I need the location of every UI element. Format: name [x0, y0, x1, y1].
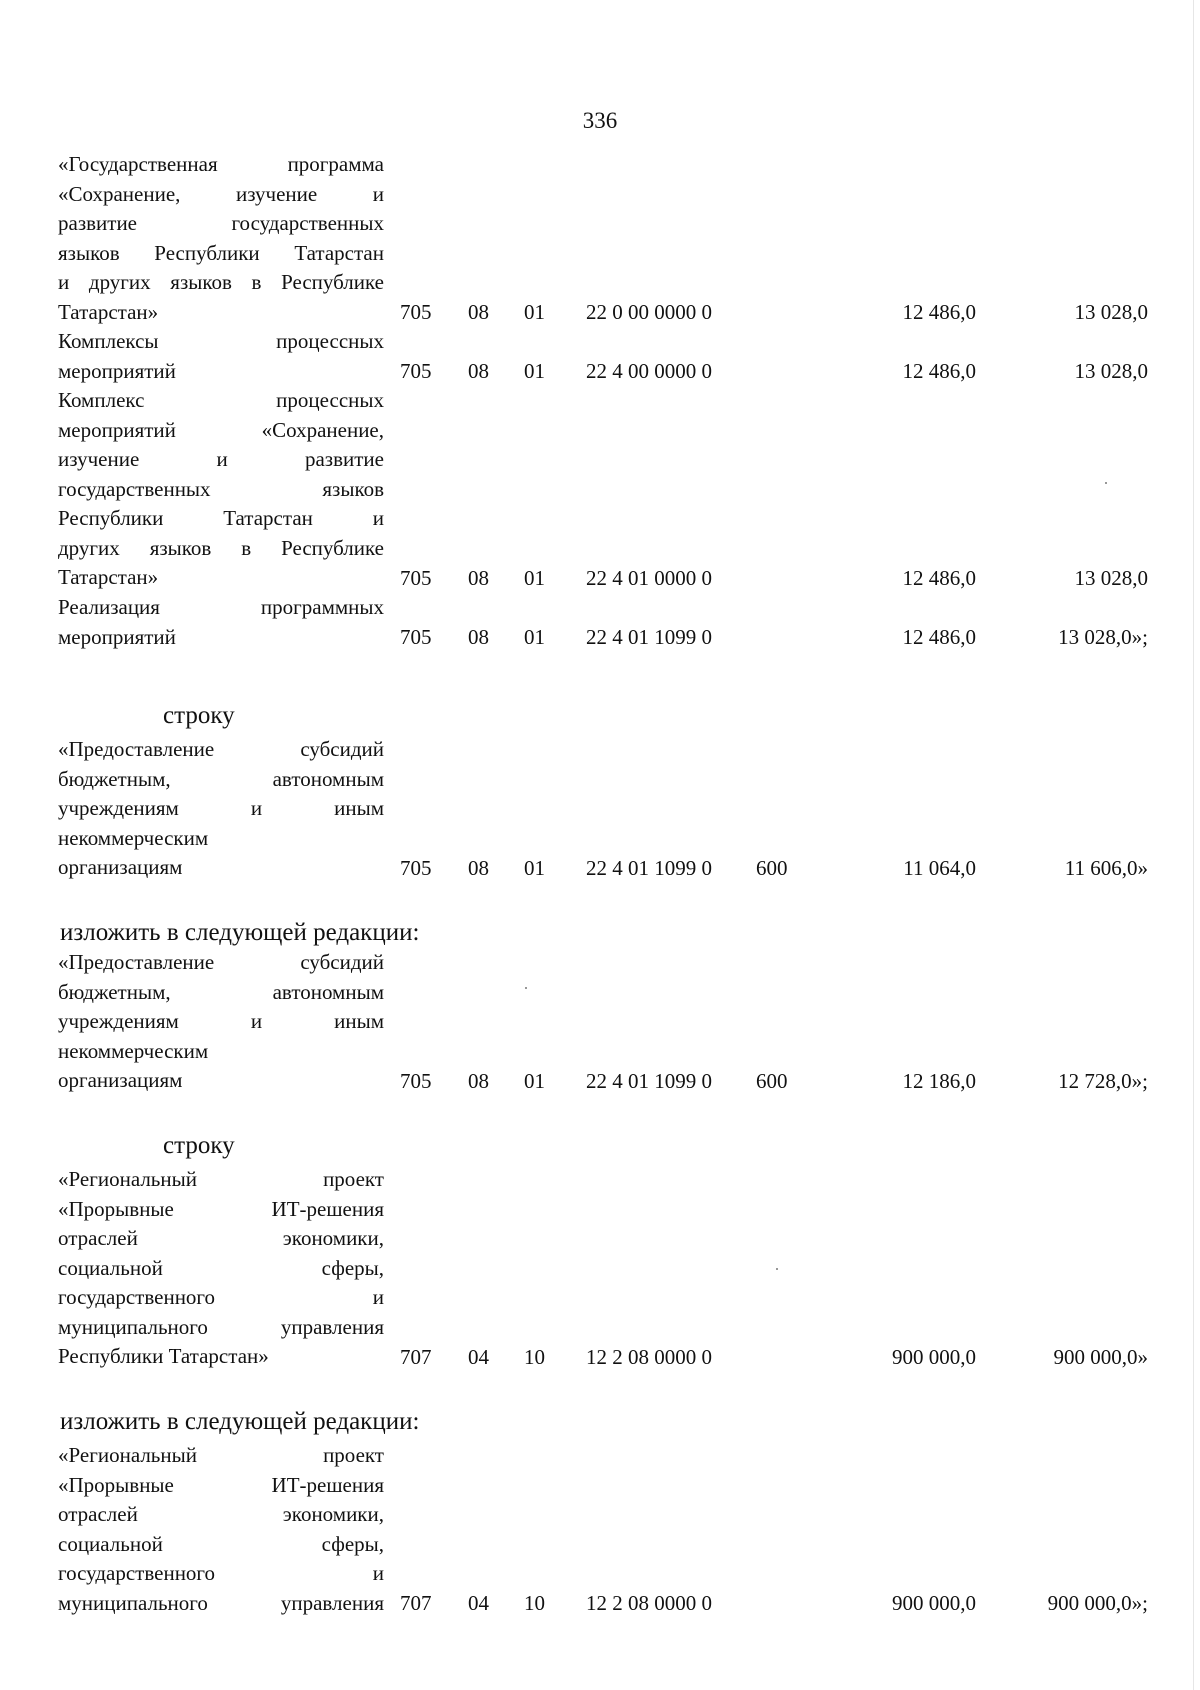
instruction-replace-label: изложить в следующей редакции: — [60, 919, 420, 946]
instruction-row-label: строку — [163, 702, 235, 729]
subsection-code: 10 — [524, 1344, 545, 1369]
amount-year-2: 13 028,0 — [1074, 299, 1148, 324]
scan-speck — [1105, 482, 1107, 484]
description-line: «Прорывные ИТ-решения — [58, 1196, 384, 1221]
description-line: «Предоставление субсидий — [58, 737, 384, 761]
section-code: 08 — [468, 299, 489, 324]
ved-code: 707 — [400, 1344, 432, 1369]
row-description — [58, 948, 384, 1096]
table-row — [0, 150, 1200, 327]
subsection-code: 01 — [524, 855, 545, 880]
table-row — [0, 735, 1200, 883]
row-description — [58, 150, 384, 327]
table-row — [0, 1165, 1200, 1372]
description-line: «Предоставление субсидий — [58, 950, 384, 974]
description-line: Татарстан» — [58, 565, 159, 589]
description-line: социальной сферы, — [58, 1531, 384, 1556]
description-line: некоммерческим — [58, 825, 209, 850]
description-line: организациям — [58, 1068, 183, 1092]
description-line: «Сохранение, изучение и — [58, 181, 384, 206]
table-row — [0, 327, 1200, 386]
amount-year-1: 12 486,0 — [902, 565, 976, 590]
description-line: «Региональный проект — [58, 1167, 384, 1191]
table-row — [0, 593, 1200, 652]
target-article-code: 22 4 01 1099 0 — [586, 855, 712, 880]
instruction-row-label: строку — [163, 1132, 235, 1159]
description-line: учреждениям и иным — [58, 796, 384, 820]
description-line: мероприятий — [58, 624, 176, 649]
description-line: бюджетным, автономным — [58, 979, 384, 1004]
table-row — [0, 1441, 1200, 1618]
target-article-code: 12 2 08 0000 0 — [586, 1590, 712, 1615]
amount-year-1: 12 486,0 — [902, 299, 976, 324]
section-code: 04 — [468, 1590, 489, 1615]
amount-year-2: 11 606,0» — [1064, 855, 1148, 880]
description-line: государственного и — [58, 1561, 384, 1585]
description-line: «Государственная программа — [58, 152, 384, 176]
amount-year-2: 13 028,0»; — [1058, 624, 1148, 649]
target-article-code: 22 4 01 1099 0 — [586, 1068, 712, 1093]
amount-year-2: 13 028,0 — [1074, 358, 1148, 383]
description-line: «Прорывные ИТ-решения — [58, 1472, 384, 1497]
subsection-code: 01 — [524, 299, 545, 324]
table-row — [0, 386, 1200, 593]
amount-year-1: 12 186,0 — [902, 1068, 976, 1093]
description-line: государственного и — [58, 1285, 384, 1309]
description-line: языков Республики Татарстан — [58, 240, 384, 265]
section-code: 08 — [468, 855, 489, 880]
amount-year-2: 900 000,0»; — [1047, 1590, 1148, 1615]
target-article-code: 22 4 01 1099 0 — [586, 624, 712, 649]
description-line: отраслей экономики, — [58, 1226, 384, 1250]
expense-type-code: 600 — [756, 1068, 788, 1093]
row-description — [58, 593, 384, 652]
description-line: мероприятий — [58, 358, 176, 383]
subsection-code: 10 — [524, 1590, 545, 1615]
ved-code: 705 — [400, 565, 432, 590]
amount-year-1: 12 486,0 — [902, 358, 976, 383]
description-line: других языков в Республике — [58, 535, 384, 560]
subsection-code: 01 — [524, 565, 545, 590]
description-line: «Региональный проект — [58, 1443, 384, 1467]
page-number: 336 — [582, 108, 618, 133]
amount-year-2: 12 728,0»; — [1058, 1068, 1148, 1093]
page-edge — [1193, 0, 1194, 1690]
ved-code: 705 — [400, 855, 432, 880]
description-line: развитие государственных — [58, 211, 384, 235]
section-code: 04 — [468, 1344, 489, 1369]
scan-speck — [525, 987, 527, 989]
description-line: государственных языков — [58, 476, 384, 501]
ved-code: 705 — [400, 358, 432, 383]
amount-year-1: 11 064,0 — [903, 855, 976, 880]
amount-year-1: 900 000,0 — [892, 1590, 976, 1615]
description-line: Комплексы процессных — [58, 329, 384, 353]
amount-year-2: 13 028,0 — [1074, 565, 1148, 590]
row-description — [58, 735, 384, 883]
description-line: Реализация программных — [58, 595, 384, 619]
ved-code: 705 — [400, 299, 432, 324]
amount-year-1: 900 000,0 — [892, 1344, 976, 1369]
description-line: Татарстан» — [58, 299, 159, 324]
ved-code: 707 — [400, 1590, 432, 1615]
description-line: муниципального управления — [58, 1590, 384, 1615]
row-description — [58, 327, 384, 386]
subsection-code: 01 — [524, 1068, 545, 1093]
description-line: организациям — [58, 855, 183, 879]
ved-code: 705 — [400, 1068, 432, 1093]
section-code: 08 — [468, 1068, 489, 1093]
section-code: 08 — [468, 358, 489, 383]
expense-type-code: 600 — [756, 855, 788, 880]
target-article-code: 22 0 00 0000 0 — [586, 299, 712, 324]
description-line: изучение и развитие — [58, 447, 384, 471]
description-line: Комплекс процессных — [58, 388, 384, 412]
description-line: некоммерческим — [58, 1038, 209, 1063]
subsection-code: 01 — [524, 624, 545, 649]
description-line: учреждениям и иным — [58, 1009, 384, 1033]
description-line: и других языков в Республике — [58, 270, 384, 294]
target-article-code: 22 4 00 0000 0 — [586, 358, 712, 383]
description-line: социальной сферы, — [58, 1255, 384, 1280]
amount-year-1: 12 486,0 — [902, 624, 976, 649]
row-description — [58, 1441, 384, 1618]
amount-year-2: 900 000,0» — [1053, 1344, 1148, 1369]
target-article-code: 22 4 01 0000 0 — [586, 565, 712, 590]
instruction-replace-label: изложить в следующей редакции: — [60, 1408, 420, 1435]
description-line: мероприятий «Сохранение, — [58, 417, 384, 442]
scan-speck — [776, 1268, 778, 1270]
description-line: муниципального управления — [58, 1314, 384, 1339]
subsection-code: 01 — [524, 358, 545, 383]
row-description — [58, 1165, 384, 1372]
row-description — [58, 386, 384, 593]
description-line: Республики Татарстан» — [58, 1344, 269, 1368]
table-row — [0, 948, 1200, 1096]
description-line: Республики Татарстан и — [58, 506, 384, 530]
description-line: бюджетным, автономным — [58, 766, 384, 791]
section-code: 08 — [468, 565, 489, 590]
section-code: 08 — [468, 624, 489, 649]
ved-code: 705 — [400, 624, 432, 649]
description-line: отраслей экономики, — [58, 1502, 384, 1526]
target-article-code: 12 2 08 0000 0 — [586, 1344, 712, 1369]
